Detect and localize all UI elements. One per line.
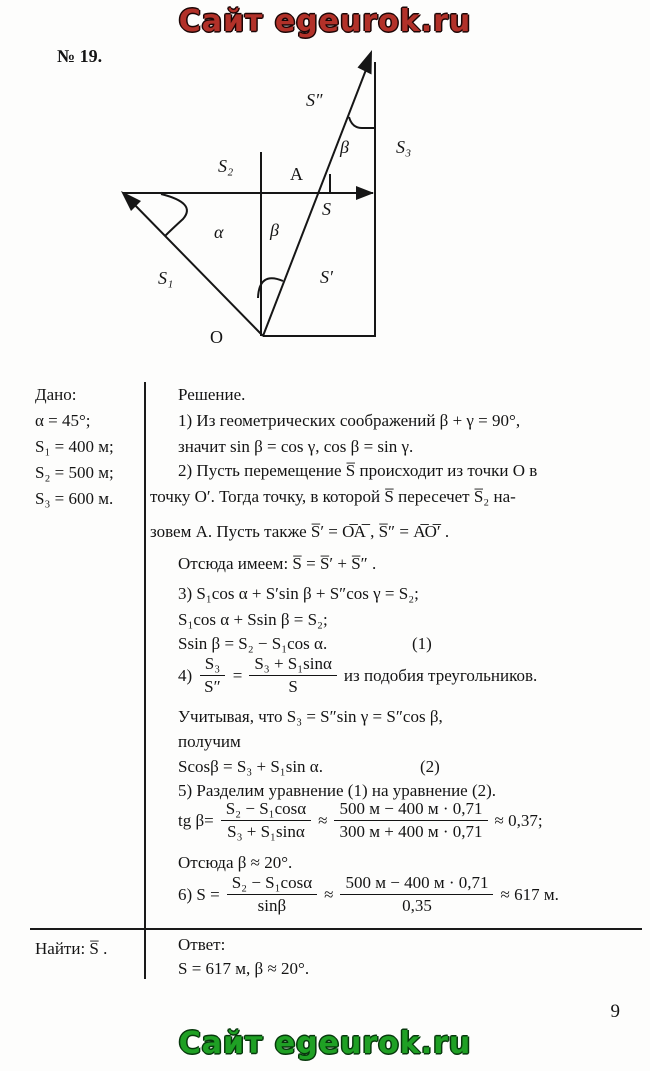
approx-sign: ≈ <box>318 810 328 830</box>
solution-line-17 <box>150 873 650 916</box>
fraction-numerator: S₃ + S₁sinα <box>249 654 337 676</box>
label-alpha: α <box>214 222 224 242</box>
find-label: Найти: S̅ . <box>35 939 108 958</box>
fraction-tg-numeric <box>334 799 487 842</box>
solution-line-10 <box>150 654 650 697</box>
answer-title: Ответ: <box>178 935 226 954</box>
solution-line-7: 3) S₁cos α + S′sin β + S″cos γ = S₂; <box>178 584 419 603</box>
solution-line-1: 1) Из геометрических соображений β + γ = 90°, <box>178 411 521 430</box>
vector-s-double-prime-arrowhead <box>358 50 373 75</box>
step-4-suffix: из подобия треугольников. <box>343 665 538 685</box>
given-item-s2: S₂ = 500 м; <box>35 463 114 482</box>
tg-beta-result: ≈ 0,37; <box>494 810 543 830</box>
solution-line-11: Учитывая, что S₃ = S″sin γ = S″cos β, <box>178 707 443 726</box>
step-6-prefix: 6) S = <box>178 884 220 904</box>
fraction-numerator: 500 м − 400 м · 0,71 <box>340 873 493 895</box>
equation-ref-1: (1) <box>412 634 432 653</box>
given-title: Дано: <box>35 385 77 404</box>
fraction-numerator: S₃ <box>200 654 225 676</box>
label-s-prime: S′ <box>320 267 333 287</box>
step-6-result: ≈ 617 м. <box>500 884 559 904</box>
solution-line-14: 5) Разделим уравнение (1) на уравнение (2). <box>178 781 497 800</box>
page-number: 9 <box>610 1001 620 1022</box>
tg-beta-prefix: tg β= <box>178 810 214 830</box>
label-s: S <box>322 199 331 219</box>
label-s1: S₁ <box>158 268 174 288</box>
fraction-numerator: S₂ − S₁cosα <box>221 799 311 821</box>
problem-number: № 19. <box>57 46 103 66</box>
given-item-s1: S₁ = 400 м; <box>35 437 114 456</box>
equals-sign: = <box>232 665 243 685</box>
s2-right-arrowhead <box>356 186 374 200</box>
fraction-s-numeric <box>340 873 493 916</box>
step-4-prefix: 4) <box>178 665 193 685</box>
fraction-denominator: S″ <box>204 677 221 696</box>
answer-text: S = 617 м, β ≈ 20°. <box>178 959 310 978</box>
label-s-double-prime: S″ <box>306 90 323 110</box>
label-point-o: О <box>210 327 223 347</box>
label-beta-mid: β <box>270 220 279 240</box>
solution-line-6: Отсюда имеем: S̅ = S̅′ + S̅″ . <box>178 554 377 573</box>
solution-line-4: точку О′. Тогда точку, в которой S̅ пересечет S̅₂ на- <box>150 487 516 506</box>
solution-title: Решение. <box>178 385 246 404</box>
column-divider <box>144 382 146 979</box>
fraction-denominator: sinβ <box>257 896 287 915</box>
vector-s1-line <box>128 198 263 336</box>
solution-line-15 <box>150 799 650 842</box>
fraction-denominator: S <box>288 677 298 696</box>
label-s2: S₂ <box>218 156 234 176</box>
solution-line-9: Ssin β = S₂ − S₁cos α. <box>178 634 328 653</box>
solution-line-3: 2) Пусть перемещение S̅ происходит из точки О в <box>178 461 538 480</box>
solution-line-16: Отсюда β ≈ 20°. <box>178 853 293 872</box>
solution-line-2: значит sin β = cos γ, cos β = sin γ. <box>178 437 414 456</box>
footer-site-title: Сайт egeurok.ru <box>178 1026 472 1061</box>
solution-line-13: Scosβ = S₃ + S₁sin α. <box>178 757 323 776</box>
fraction-denominator: S₃ + S₁sinα <box>227 822 305 841</box>
fraction-s3-over-s-double-prime <box>199 654 226 697</box>
fraction-s-symbolic <box>227 873 317 916</box>
equation-ref-2: (2) <box>420 757 440 776</box>
label-beta-top: β <box>340 137 349 157</box>
given-item-s3: S₃ = 600 м. <box>35 489 114 508</box>
label-point-a: А <box>290 164 303 184</box>
header-site-title: Сайт egeurok.ru <box>178 4 472 39</box>
angle-beta-top-mark <box>349 117 374 128</box>
fraction-numerator: S₂ − S₁cosα <box>227 873 317 895</box>
fraction-tg-symbolic <box>221 799 311 842</box>
label-s3: S₃ <box>396 137 412 157</box>
given-item-alpha: α = 45°; <box>35 411 91 430</box>
solution-line-8: S₁cos α + Ssin β = S₂; <box>178 610 328 629</box>
answer-divider <box>30 928 642 930</box>
approx-sign: ≈ <box>324 884 334 904</box>
fraction-denominator: 300 м + 400 м · 0,71 <box>339 822 483 841</box>
solution-line-5: зовем А. Пусть также S̅′ = О̅А̅ , S̅″ = А̅О̅′ . <box>150 522 450 541</box>
angle-alpha-arc <box>161 194 187 236</box>
fraction-numerator: 500 м − 400 м · 0,71 <box>334 799 487 821</box>
vector-diagram <box>0 0 650 372</box>
solution-line-12: получим <box>178 732 241 751</box>
fraction-similar-triangles <box>249 654 337 697</box>
fraction-denominator: 0,35 <box>402 896 432 915</box>
